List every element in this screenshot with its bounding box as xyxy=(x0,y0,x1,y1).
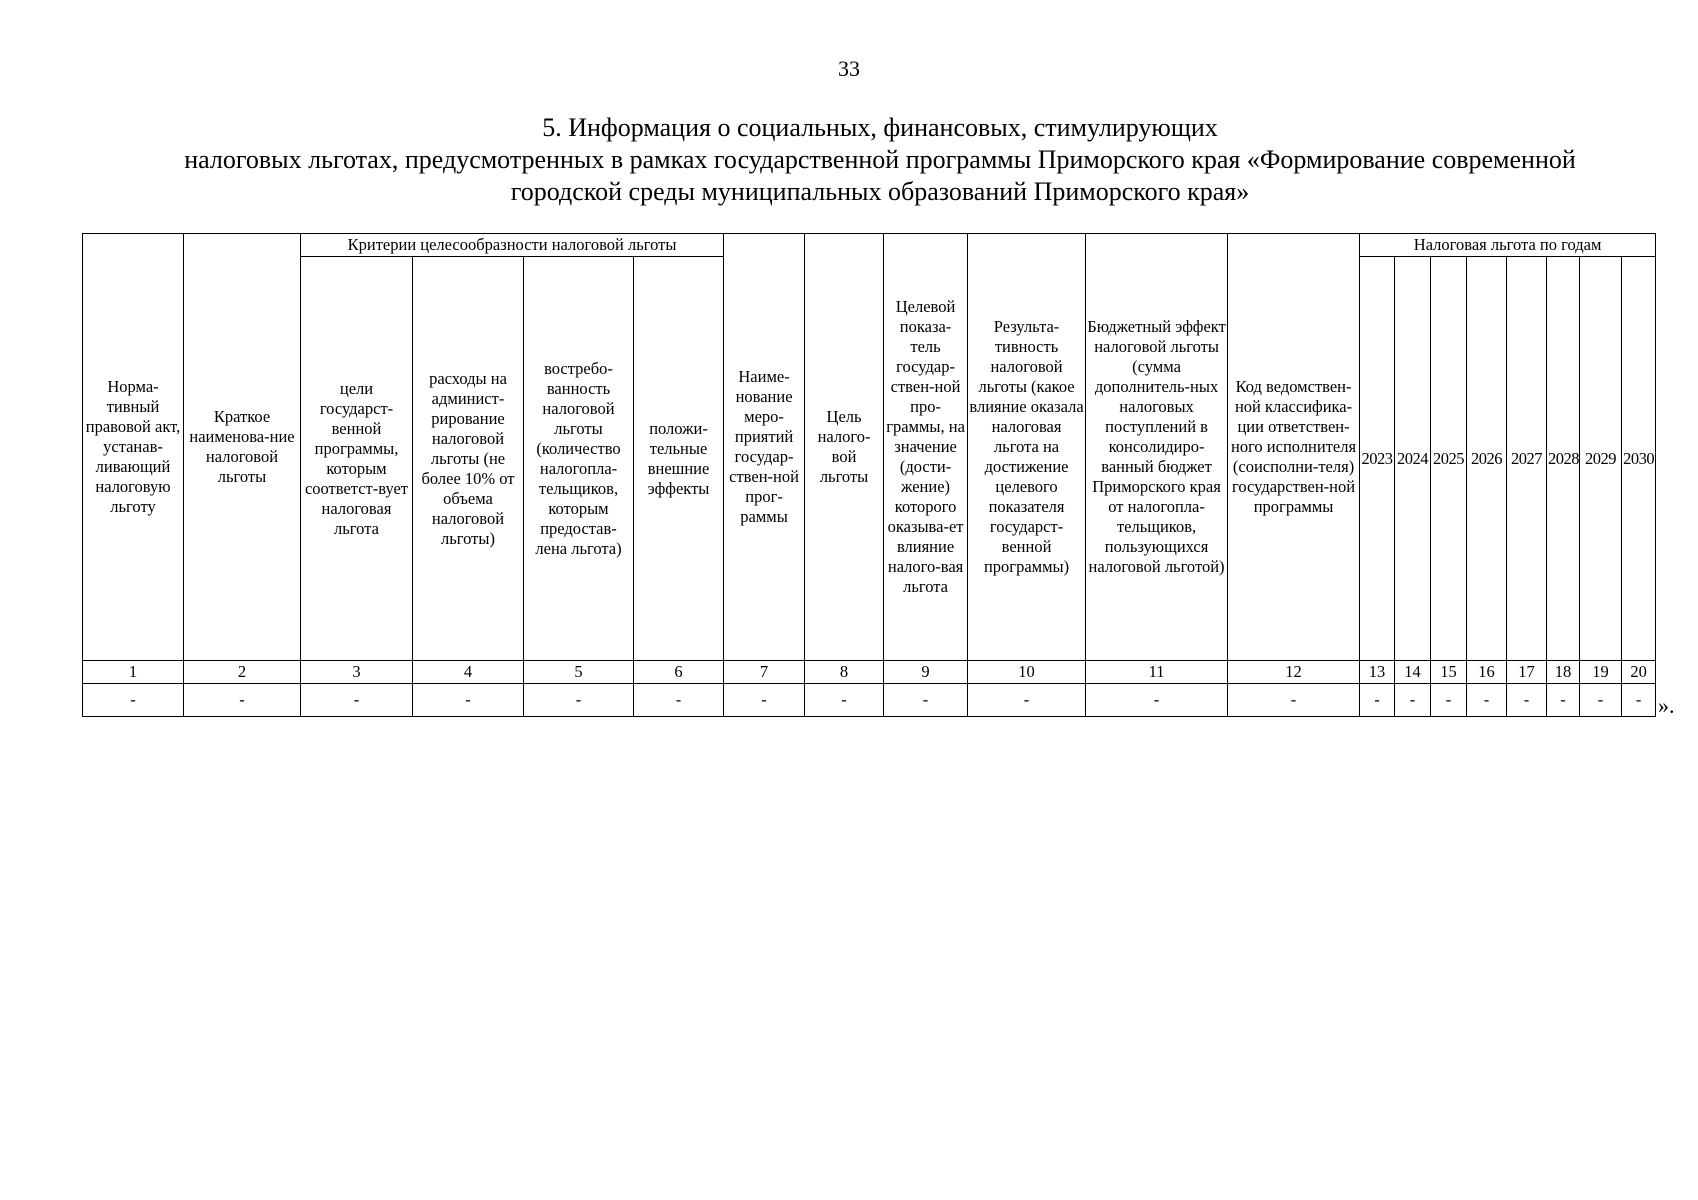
column-number: 16 xyxy=(1467,661,1507,684)
header-year: 2027 xyxy=(1507,257,1547,661)
column-number: 18 xyxy=(1547,661,1580,684)
title-line-2: налоговых льготах, предусмотренных в рамках государственной программы Приморского края «Формирование современной xyxy=(184,145,1576,174)
closing-quote-mark: ». xyxy=(1658,693,1675,718)
table-cell: - xyxy=(1228,684,1360,717)
header-criteria-group: Критерии целесообразности налоговой льготы xyxy=(301,234,724,257)
table-cell: - xyxy=(884,684,968,717)
column-number: 13 xyxy=(1360,661,1395,684)
column-number: 11 xyxy=(1086,661,1228,684)
header-target-indicator: Целевой показа-тель государ-ствен-ной про-граммы, на значение (дости-жение) которого оказыва-ет влияние налого-вая льгота xyxy=(884,234,968,661)
column-number: 5 xyxy=(524,661,634,684)
column-number: 1 xyxy=(83,661,184,684)
header-demand: востребо-ванность налоговой льготы (количество налогопла-тельщиков, которым предостав-лена льгота) xyxy=(524,257,634,661)
column-number: 12 xyxy=(1228,661,1360,684)
header-years-group: Налоговая льгота по годам xyxy=(1360,234,1656,257)
column-number: 15 xyxy=(1431,661,1467,684)
page-number: 33 xyxy=(838,56,860,81)
column-number: 9 xyxy=(884,661,968,684)
table-cell: - xyxy=(1086,684,1228,717)
column-number: 17 xyxy=(1507,661,1547,684)
header-year: 2028 xyxy=(1547,257,1580,661)
header-department-code: Код ведомствен-ной классифика-ции ответствен-ного исполнителя (соисполни-теля) государствен-ной программы xyxy=(1228,234,1360,661)
header-budget-effect: Бюджетный эффект налоговой льготы (сумма дополнитель-ных налоговых поступлений в консолидиро-ванный бюджет Приморского края от налогопла-тельщиков, пользующихся налоговой льготой) xyxy=(1086,234,1228,661)
table-cell: - xyxy=(1507,684,1547,717)
table-cell: - xyxy=(184,684,301,717)
table-row xyxy=(83,684,1656,717)
table-cell: - xyxy=(83,684,184,717)
table-cell: - xyxy=(1547,684,1580,717)
column-number: 6 xyxy=(634,661,724,684)
header-admin-costs: расходы на админист-рирование налоговой льготы (не более 10% от объема налоговой льготы) xyxy=(413,257,524,661)
header-program-activities: Наиме-нование меро-приятий государ-ствен-ной прог-раммы xyxy=(724,234,805,661)
header-short-name: Краткое наименова-ние налоговой льготы xyxy=(184,234,301,661)
table-cell: - xyxy=(968,684,1086,717)
table-cell: - xyxy=(634,684,724,717)
header-year: 2026 xyxy=(1467,257,1507,661)
header-year: 2025 xyxy=(1431,257,1467,661)
header-program-goals: цели государст-венной программы, которым соответст-вует налоговая льгота xyxy=(301,257,413,661)
header-year: 2024 xyxy=(1395,257,1431,661)
column-number: 19 xyxy=(1580,661,1622,684)
table-cell: - xyxy=(1360,684,1395,717)
table-cell: - xyxy=(1622,684,1656,717)
column-number: 14 xyxy=(1395,661,1431,684)
column-number: 4 xyxy=(413,661,524,684)
table-cell: - xyxy=(1580,684,1622,717)
table-cell: - xyxy=(724,684,805,717)
header-year: 2029 xyxy=(1580,257,1622,661)
column-number: 8 xyxy=(805,661,884,684)
column-number: 3 xyxy=(301,661,413,684)
section-title xyxy=(60,112,1698,208)
header-benefit-goal: Цель налого-вой льготы xyxy=(805,234,884,661)
header-normative-act: Норма-тивный правовой акт, устанав-ливающий налоговую льготу xyxy=(83,234,184,661)
column-number: 10 xyxy=(968,661,1086,684)
tax-benefits-table xyxy=(82,233,1656,717)
header-external-effects: положи-тельные внешние эффекты xyxy=(634,257,724,661)
header-effectiveness: Результа-тивность налоговой льготы (какое влияние оказала налоговая льгота на достижение целевого показателя государст-венной программы) xyxy=(968,234,1086,661)
table-cell: - xyxy=(301,684,413,717)
header-row-1 xyxy=(83,234,1656,257)
title-line-3: городской среды муниципальных образований Приморского края» xyxy=(510,177,1250,206)
table-cell: - xyxy=(413,684,524,717)
table-cell: - xyxy=(1431,684,1467,717)
header-year: 2023 xyxy=(1360,257,1395,661)
column-number: 7 xyxy=(724,661,805,684)
table-cell: - xyxy=(524,684,634,717)
header-year: 2030 xyxy=(1622,257,1656,661)
column-number: 2 xyxy=(184,661,301,684)
column-number: 20 xyxy=(1622,661,1656,684)
table-cell: - xyxy=(1467,684,1507,717)
title-line-1: 5. Информация о социальных, финансовых, стимулирующих xyxy=(542,113,1218,142)
column-number-row xyxy=(83,661,1656,684)
table-cell: - xyxy=(1395,684,1431,717)
table-cell: - xyxy=(805,684,884,717)
